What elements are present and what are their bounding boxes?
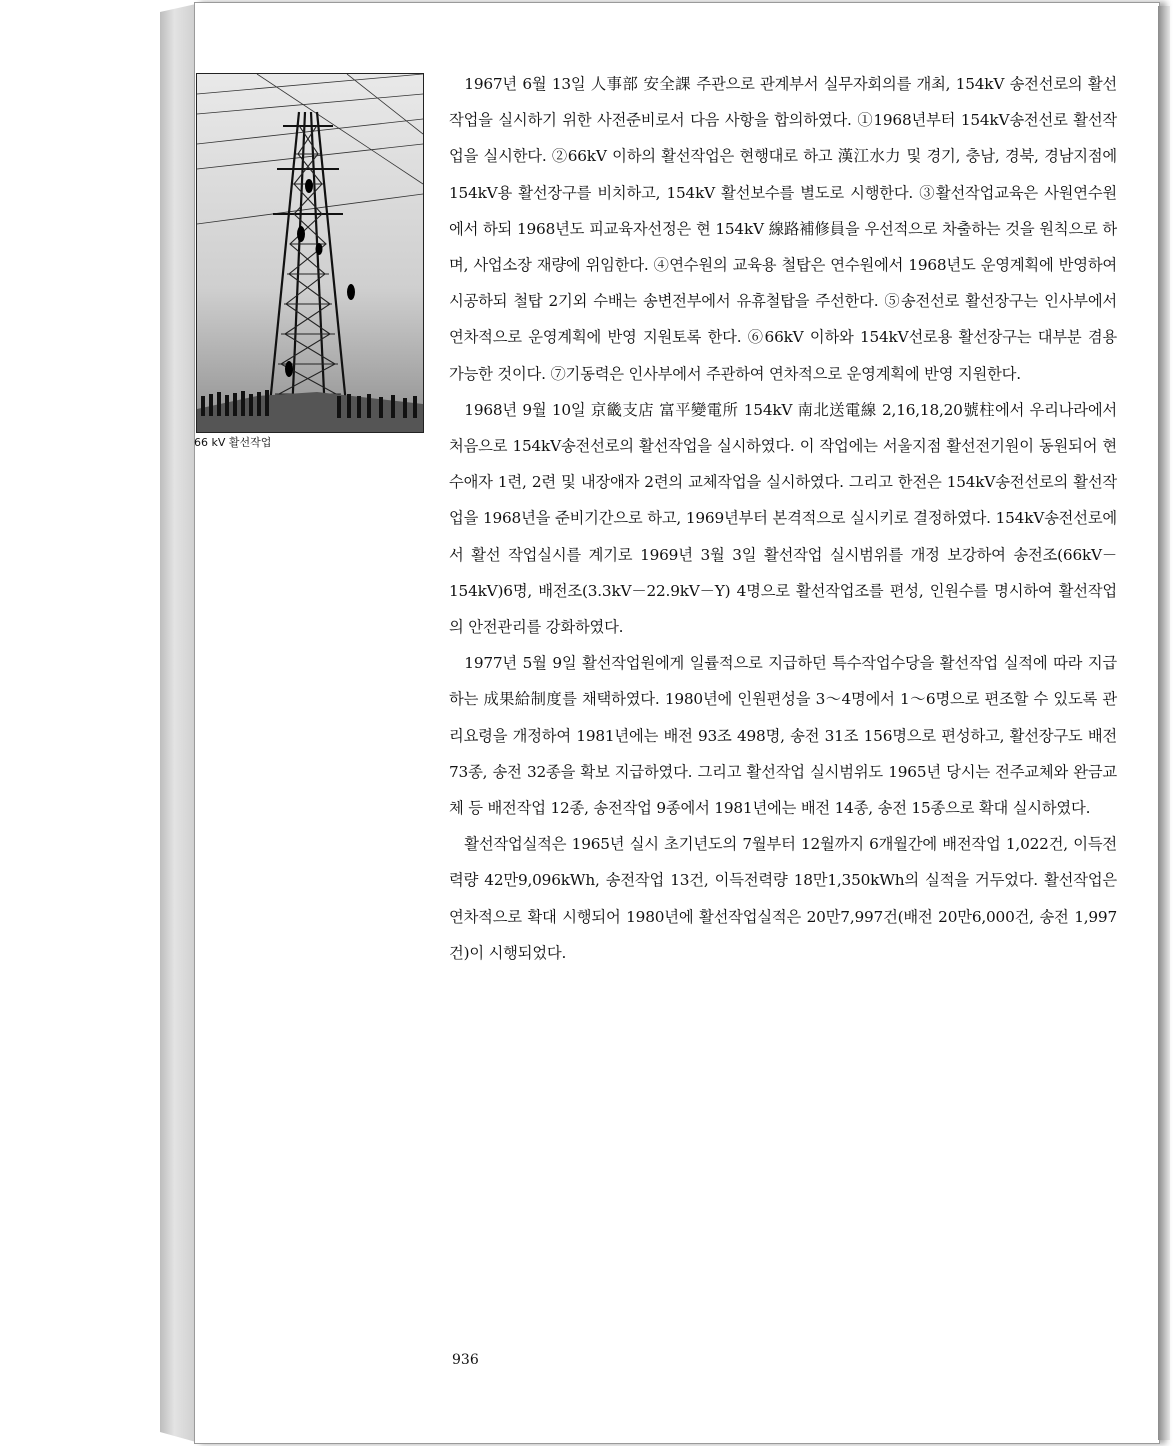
page-number: 936 — [452, 1352, 479, 1368]
body-text — [449, 66, 1117, 971]
photo-caption: 66 kV 활선작업 — [194, 436, 272, 449]
book-spine — [160, 4, 196, 1442]
paragraph: 1967년 6월 13일 人事部 安全課 주관으로 관계부서 실무자회의를 개최, 154kV 송전선로의 활선작업을 실시하기 위한 사전준비로서 다음 사항을 합의하였다. ①1968년부터 154kV송전선로 활선작업을 실시한다. ②66kV 이하의 활선작업은 현행대로 하고 漢江水力 및 경기, 충남, 경북, 경남지점에 154kV용 활선장구를 비치하고, 154kV 활선보수를 별도로 시행한다. ③활선작업교육은 사원연수원에서 하되 1968년도 피교육자선정은 현 154kV 線路補修員을 우선적으로 차출하는 것을 원칙으로 하며, 사업소장 재량에 위임한다. ④연수원의 교육용 철탑은 연수원에서 1968년도 운영계획에 반영하여 시공하되 철탑 2기외 수배는 송변전부에서 유휴철탑을 주선한다. ⑤송전선로 활선장구는 인사부에서 연차적으로 운영계획에 반영 지원토록 한다. ⑥66kV 이하와 154kV선로용 활선장구는 대부분 겸용 가능한 것이다. ⑦기동력은 인사부에서 주관하여 연차적으로 운영계획에 반영 지원한다. — [449, 75, 1117, 383]
page-edge-shadow — [1158, 6, 1170, 1440]
paragraph: 활선작업실적은 1965년 실시 초기년도의 7월부터 12월까지 6개월간에 배전작업 1,022건, 이득전력량 42만9,096kWh, 송전작업 13건, 이득전력량 18만1,350kWh의 실적을 거두었다. 활선작업은 연차적으로 확대 시행되어 1980년에 활선작업실적은 20만7,997건(배전 20만6,000건, 송전 1,997건)이 시행되었다. — [449, 835, 1117, 962]
paragraph: 1968년 9월 10일 京畿支店 富平變電所 154kV 南北送電線 2,16,18,20號柱에서 우리나라에서 처음으로 154kV송전선로의 활선작업을 실시하였다. 이 작업에는 서울지점 활선전기원이 동원되어 현수애자 1련, 2련 및 내장애자 2련의 교체작업을 실시하였다. 그리고 한전은 154kV송전선로의 활선작업을 1968년을 준비기간으로 하고, 1969년부터 본격적으로 실시키로 결정하였다. 154kV송전선로에서 활선 작업실시를 계기로 1969년 3월 3일 활선작업 실시범위를 개정 보강하여 송전조(66kV－154kV)6명, 배전조(3.3kV－22.9kV－Y) 4명으로 활선작업조를 편성, 인원수를 명시하여 활선작업의 안전관리를 강화하였다. — [449, 400, 1117, 637]
tower-illustration — [197, 74, 423, 432]
paragraph: 1977년 5월 9일 활선작업원에게 일률적으로 지급하던 특수작업수당을 활선작업 실적에 따라 지급하는 成果給制度를 채택하였다. 1980년에 인원편성을 3～4명에서 1～6명으로 편조할 수 있도록 관리요령을 개정하여 1981년에는 배전 93조 498명, 송전 31조 156명으로 편성하고, 활선장구도 배전 73종, 송전 32종을 확보 지급하였다. 그리고 활선작업 실시범위도 1965년 당시는 전주교체와 완금교체 등 배전작업 12종, 송전작업 9종에서 1981년에는 배전 14종, 송전 15종으로 확대 실시하였다. — [449, 654, 1117, 818]
transmission-tower-photo — [196, 73, 424, 433]
